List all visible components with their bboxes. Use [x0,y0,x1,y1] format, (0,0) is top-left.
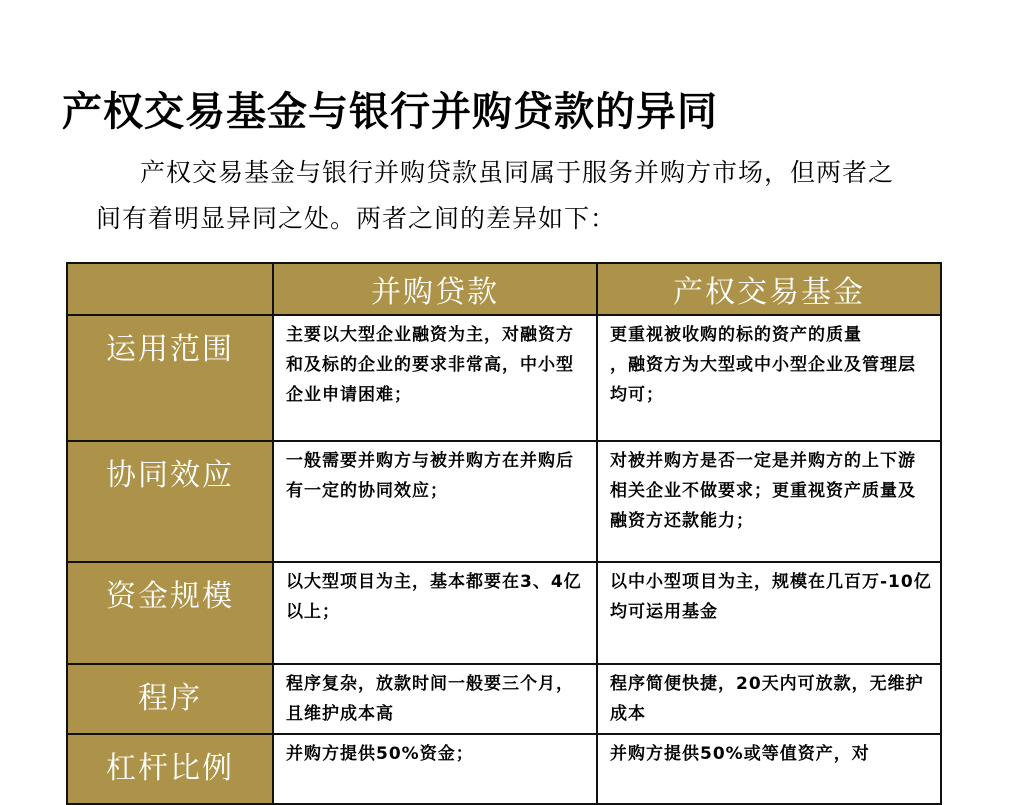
cell-text: 主要以大型企业融资为主，对融资方和及标的企业的要求非常高，中小型企业申请困难； [286,325,574,405]
cell-fund-leverage [597,734,941,804]
cell-text: ，融资方为大型或中小型企业及管理层均可； [610,355,916,405]
row-label-scale: 资金规模 [67,562,273,664]
page-title: 产权交易基金与银行并购贷款的异同 [62,88,718,135]
cell-loan-leverage [273,734,597,804]
cell-text: 程序复杂，放款时间一般要三个月，且维护成本高 [286,674,574,724]
table-header-row [67,263,941,315]
cell-text: 以大型项目为主，基本都要在3、4亿以上； [286,572,582,622]
cell-text: 并购方提供50%资金； [286,744,474,764]
cell-loan-scale [273,562,597,664]
cell-fund-synergy [597,441,941,562]
header-corner-cell [67,263,273,315]
row-label-leverage: 杠杆比例 [67,734,273,804]
cell-fund-scope [597,315,941,441]
comparison-table-container [66,262,942,786]
cell-text: 以中小型项目为主，规模在几百万-10亿均可运用基金 [610,572,932,622]
table-row [67,562,941,664]
cell-loan-scope [273,315,597,441]
row-label-procedure: 程序 [67,664,273,734]
cell-text: 一般需要并购方与被并购方在并购后有一定的协同效应； [286,451,574,501]
cell-loan-synergy [273,441,597,562]
table-row [67,734,941,804]
row-label-scope: 运用范围 [67,315,273,441]
header-loan: 并购贷款 [273,263,597,315]
table-row [67,441,941,562]
cell-text: 并购方提供50%或等值资产，对 [610,744,870,764]
table-row [67,315,941,441]
intro-paragraph: 产权交易基金与银行并购贷款虽同属于服务并购方市场，但两者之间有着明显异同之处。两者之间的差异如下： [96,158,895,233]
cell-loan-procedure [273,664,597,734]
cell-fund-procedure [597,664,941,734]
cell-text: 更重视被收购的标的资产的质量 [610,325,862,345]
cell-text: 程序简便快捷，20天内可放款，无维护成本 [610,674,924,724]
cell-text: 对被并购方是否一定是并购方的上下游相关企业不做要求；更重视资产质量及融资方还款能力； [610,451,916,531]
comparison-table [66,262,942,805]
row-label-synergy: 协同效应 [67,441,273,562]
cell-fund-scale [597,562,941,664]
header-fund: 产权交易基金 [597,263,941,315]
table-row [67,664,941,734]
